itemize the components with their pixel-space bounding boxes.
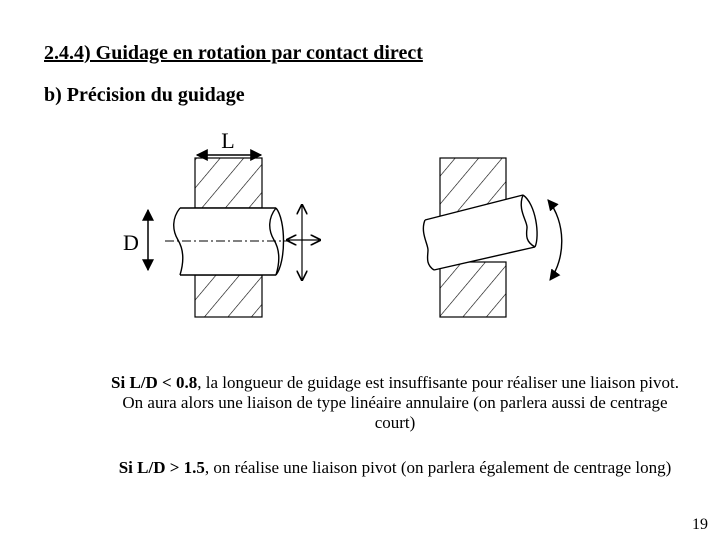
housing-lower-right <box>440 262 506 317</box>
condition-long: Si L/D > 1.5 <box>118 458 205 477</box>
sub-title: b) Précision du guidage <box>44 84 245 106</box>
length-label: L <box>221 128 235 153</box>
housing-lower-left <box>195 275 262 317</box>
play-arrows <box>287 205 320 280</box>
rotation-arrow-icon <box>548 200 562 280</box>
short-guide-figure <box>123 128 320 317</box>
section-title: 2.4.4) Guidage en rotation par contact direct <box>44 42 423 64</box>
diameter-label: D <box>123 230 139 255</box>
condition-short: Si L/D < 0.8 <box>111 373 198 392</box>
paragraph-long-text: , on réalise une liaison pivot (on parlera également de centrage long) <box>204 458 672 477</box>
paragraph-short-text: , la longueur de guidage est insuffisante pour réaliser une liaison pivot. On aura alors une liaison de type linéaire annulaire (on parlera aussi de centrage court) <box>122 373 679 432</box>
shaft-left <box>165 208 290 275</box>
paragraph-long-guide <box>110 458 680 478</box>
paragraph-short-guide <box>110 373 680 433</box>
page-number: 19 <box>692 516 708 533</box>
tilted-shaft-figure <box>423 158 561 317</box>
housing-upper-left <box>195 158 262 208</box>
